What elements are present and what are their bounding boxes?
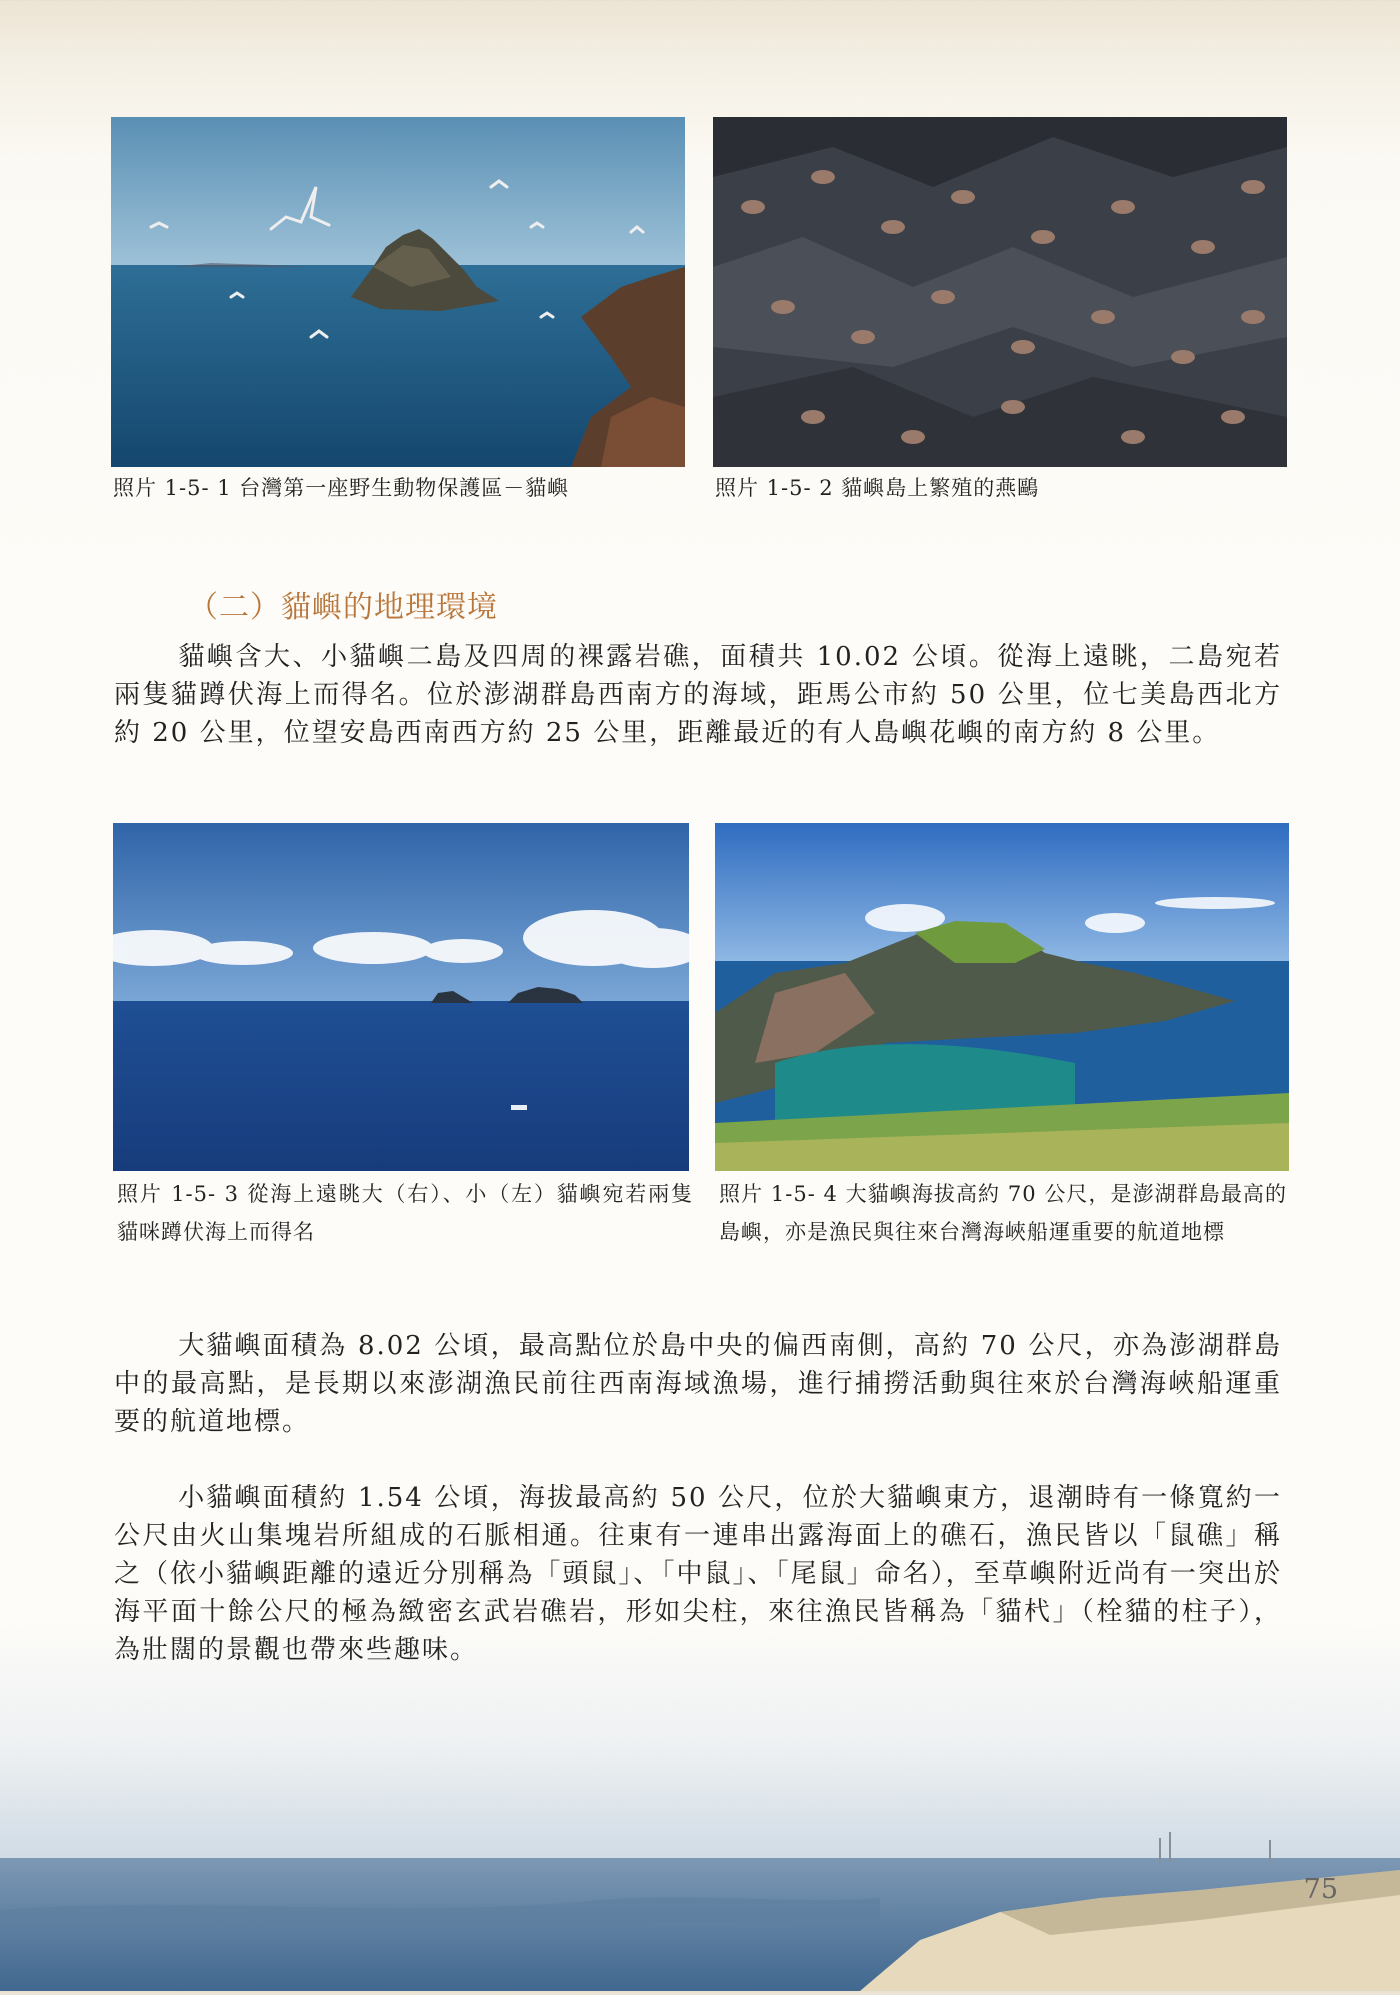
- photo-caption: 照片 1-5- 4 大貓嶼海拔高約 70 公尺，是澎湖群島最高的島嶼，亦是漁民與往來台灣海峽船運重要的航道地標: [719, 1182, 1287, 1244]
- page-number: 75: [1303, 1874, 1338, 1905]
- section-title: （二）貓嶼的地理環境: [188, 590, 498, 625]
- footer-coast-photo: [0, 1720, 1400, 1991]
- photo-terns-on-rocks: [713, 117, 1287, 467]
- body-paragraph: 貓嶼含大、小貓嶼二島及四周的裸露岩礁，面積共 10.02 公頃。從海上遠眺，二島宛若兩隻貓蹲伏海上而得名。位於澎湖群島西南方的海域，距馬公市約 50 公里，位七美島西北方約 20 公里，位望安島西南西方約 25 公里，距離最近的有人島嶼花嶼的南方約 8 公里。: [114, 642, 1282, 748]
- body-paragraph: 小貓嶼面積約 1.54 公頃，海拔最高約 50 公尺，位於大貓嶼東方，退潮時有一條寬約一公尺由火山集塊岩所組成的石脈相通。往東有一連串出露海面上的礁石，漁民皆以「鼠礁」稱之（依小貓嶼距離的遠近分別稱為「頭鼠」、「中鼠」、「尾鼠」命名），至草嶼附近尚有一突出於海平面十餘公尺的極為緻密玄武岩礁岩，形如尖柱，來往漁民皆稱為「貓杙」（栓貓的柱子），為壯闊的景觀也帶來些趣味。: [114, 1483, 1282, 1665]
- body-paragraph: 大貓嶼面積為 8.02 公頃，最高點位於島中央的偏西南側，高約 70 公尺，亦為澎湖群島中的最高點，是長期以來澎湖漁民前往西南海域漁場，進行捕撈活動與往來於台灣海峽船運重要的航道地標。: [114, 1331, 1282, 1437]
- photo-caption: 照片 1-5- 3 從海上遠眺大（右）、小（左）貓嶼宛若兩隻貓咪蹲伏海上而得名: [117, 1182, 693, 1244]
- photo-caption: 照片 1-5- 1 台灣第一座野生動物保護區－貓嶼: [113, 476, 570, 500]
- photo-cat-island-seabirds: [111, 117, 685, 467]
- photo-distant-islands: [113, 823, 689, 1171]
- photo-caption: 照片 1-5- 2 貓嶼島上繁殖的燕鷗: [715, 476, 1040, 500]
- photo-great-cat-islet: [715, 823, 1289, 1171]
